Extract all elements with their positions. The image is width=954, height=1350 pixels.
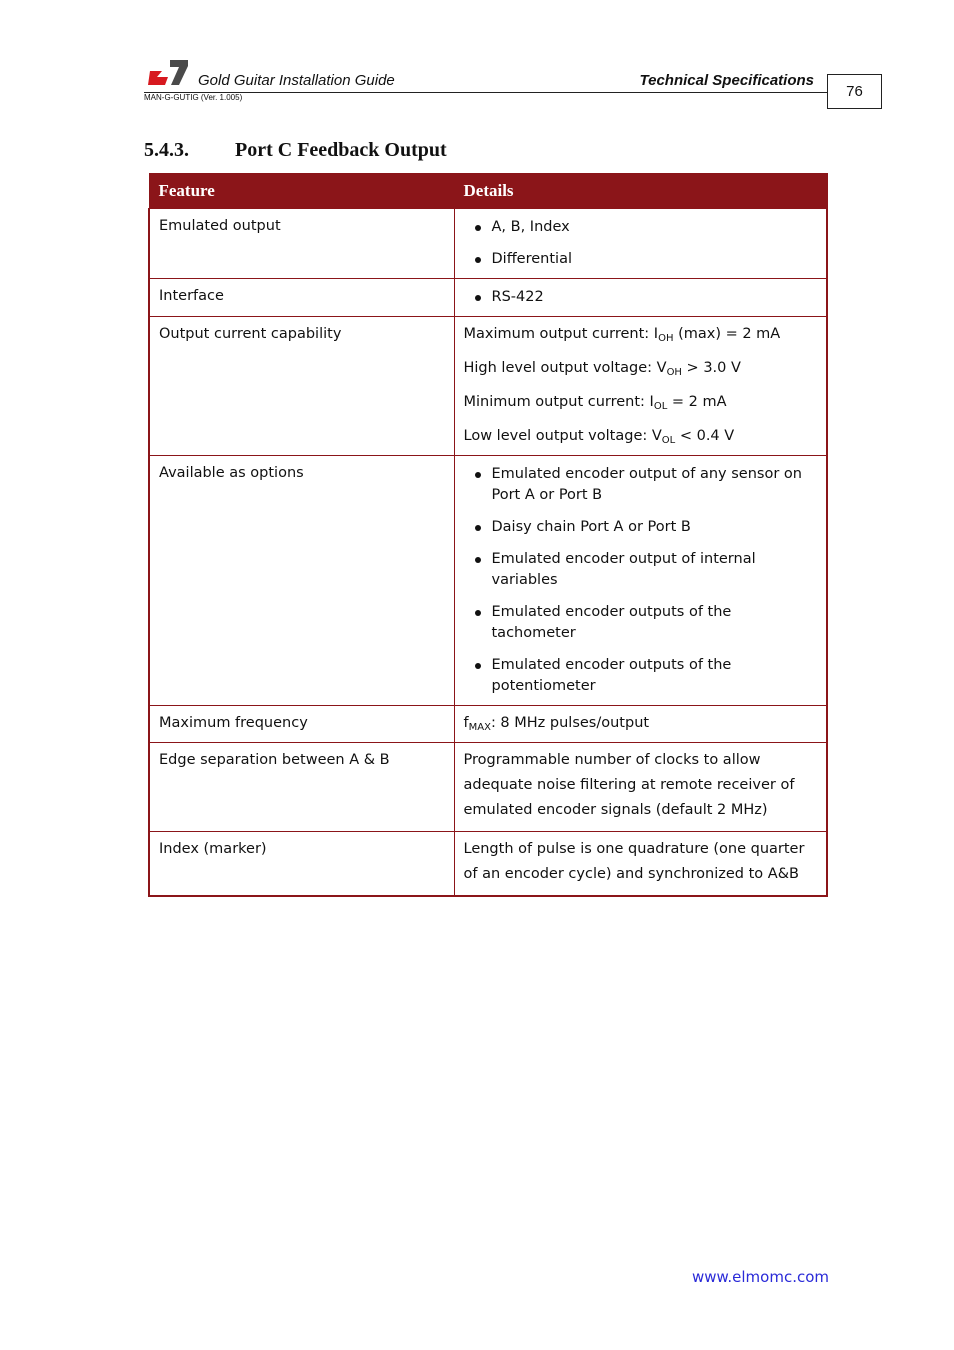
- details-cell: $f_{MAX}$: 8 MHz pulses/output: [454, 706, 827, 743]
- feature-cell: Maximum frequency: [149, 706, 454, 743]
- details-text: Programmable number of clocks to allow adequate noise filtering at remote receiver of emulated encoder signals (default 2 MHz): [463, 752, 795, 818]
- table-row: [149, 832, 827, 897]
- table-row: [149, 743, 827, 832]
- details-cell: [454, 209, 827, 279]
- details-cell: [454, 456, 827, 706]
- section-number: 5.4.3.: [144, 139, 189, 161]
- feature-cell: Output current capability: [149, 317, 454, 456]
- bullet-list: [464, 464, 818, 697]
- list-item: Differential: [464, 249, 818, 270]
- table-row: [149, 317, 827, 456]
- list-item: Emulated encoder output of internal variables: [464, 549, 818, 591]
- spec-line: High level output voltage: $V_{OH} > 3.0$ V: [463, 360, 741, 378]
- page-number: 76: [827, 74, 882, 109]
- list-item: A, B, Index: [464, 217, 818, 238]
- column-header-details: Details: [454, 174, 827, 209]
- website-link[interactable]: www.elmomc.com: [691, 1268, 829, 1286]
- spec-line: Minimum output current: $I_{OL} = 2$ mA: [463, 394, 727, 412]
- list-item: Emulated encoder output of any sensor on Port A or Port B: [464, 464, 818, 506]
- feature-cell: Available as options: [149, 456, 454, 706]
- chapter-title: Technical Specifications: [639, 72, 814, 89]
- header-divider: [144, 92, 827, 93]
- table-header-row: [149, 174, 827, 209]
- details-cell: [454, 832, 827, 897]
- spec-table: [148, 173, 828, 897]
- details-cell: [454, 743, 827, 832]
- bullet-list: [464, 287, 818, 308]
- table-row: [149, 209, 827, 279]
- list-item: Emulated encoder outputs of the potentiometer: [464, 655, 818, 697]
- list-item: Emulated encoder outputs of the tachometer: [464, 602, 818, 644]
- document-title: Gold Guitar Installation Guide: [198, 72, 395, 89]
- elmo-logo-icon: [148, 57, 190, 87]
- spec-line: Low level output voltage: $V_{OL} < 0.4$ V: [463, 428, 735, 446]
- table-row: [149, 456, 827, 706]
- list-item: RS-422: [464, 287, 818, 308]
- details-cell: [454, 317, 827, 456]
- details-text: Length of pulse is one quadrature (one quarter of an encoder cycle) and synchronized to A&B: [463, 841, 805, 882]
- list-item: Daisy chain Port A or Port B: [464, 517, 818, 538]
- feature-cell: Edge separation between A & B: [149, 743, 454, 832]
- spec-line: Maximum output current: $I_{OH}$ (max) = 2 mA: [463, 326, 781, 344]
- feature-cell: Emulated output: [149, 209, 454, 279]
- feature-cell: Index (marker): [149, 832, 454, 897]
- bullet-list: [464, 217, 818, 270]
- feature-cell: Interface: [149, 279, 454, 317]
- table-row: [149, 706, 827, 743]
- table-row: [149, 279, 827, 317]
- details-cell: [454, 279, 827, 317]
- section-title: Port C Feedback Output: [235, 139, 447, 161]
- section-heading: [144, 139, 447, 162]
- document-version: MAN-G-GUTIG (Ver. 1.005): [144, 93, 243, 102]
- column-header-feature: Feature: [149, 174, 454, 209]
